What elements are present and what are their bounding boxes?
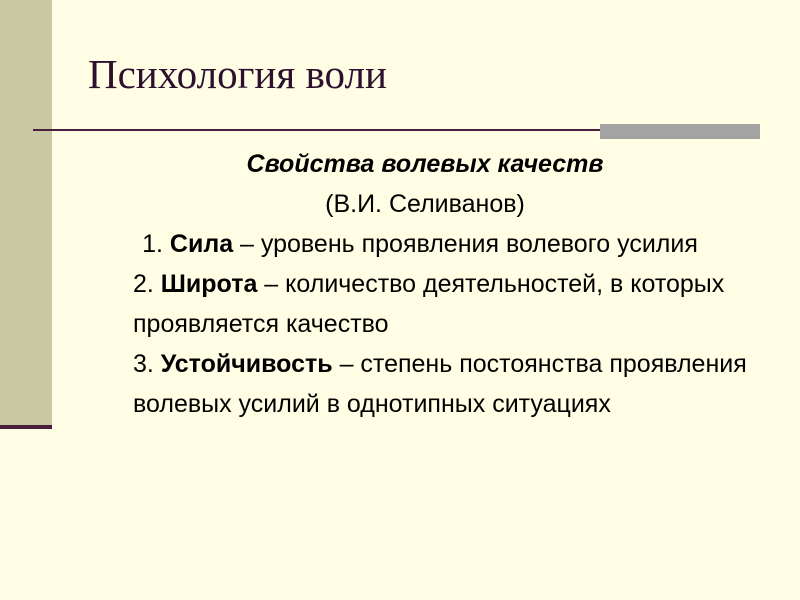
side-decoration-line [0, 425, 52, 429]
list-item [100, 344, 753, 424]
slide-subtitle: Свойства волевых качеств [246, 150, 604, 178]
item-number: 3. [133, 350, 161, 378]
item-number: 2. [133, 270, 161, 298]
list-item [100, 264, 753, 344]
slide-title: Психология воли [88, 51, 387, 97]
title-divider-block [600, 124, 760, 139]
side-decoration-bar [0, 0, 52, 426]
list-item [100, 224, 740, 264]
item-description: – уровень проявления волевого усилия [233, 230, 698, 258]
item-description: – степень постоянства проявления волевых усилий в однотипных ситуациях [133, 350, 747, 418]
slide-body [100, 144, 750, 424]
title-divider-line [33, 129, 600, 131]
slide-author: (В.И. Селиванов) [325, 190, 525, 218]
item-term: Широта [160, 270, 258, 298]
item-term: Устойчивость [160, 350, 333, 378]
item-term: Сила [169, 230, 234, 258]
item-number: 1. [142, 230, 170, 258]
item-description: – количество деятельностей, в которых проявляется качество [133, 270, 725, 338]
